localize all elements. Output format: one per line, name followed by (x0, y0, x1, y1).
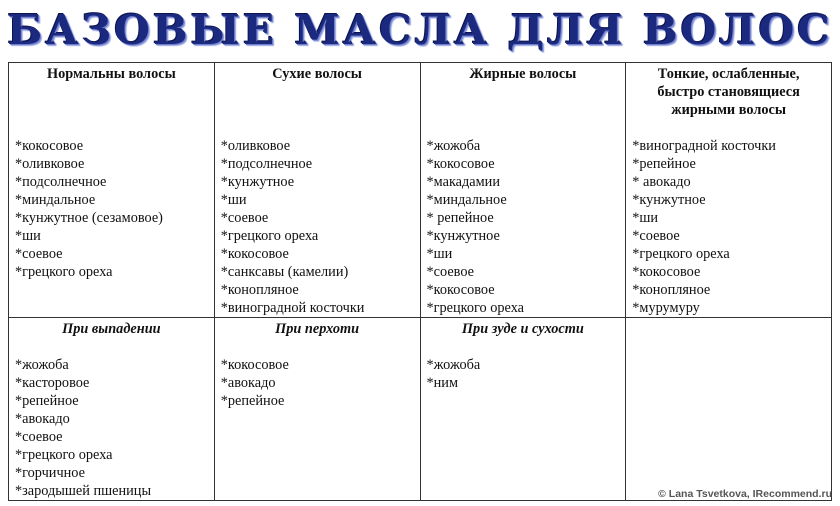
column-header (9, 63, 214, 137)
list-item: *конопляное (220, 282, 299, 298)
list-item: *виноградной косточки (220, 300, 365, 316)
cell-dandruff (214, 318, 420, 501)
list-item: *подсолнечное (220, 156, 313, 172)
page-title: БАЗОВЫЕ МАСЛА ДЛЯ ВОЛОС (7, 6, 833, 54)
list-item: *зародышей пшеницы (15, 483, 152, 499)
list-item: *касторовое (15, 375, 90, 391)
list-item: *соевое (15, 246, 63, 262)
header-line: При выпадении (62, 321, 161, 337)
list-item: *кунжутное (220, 174, 295, 190)
list-item: *кунжутное (426, 228, 500, 244)
list-item: *жожоба (426, 138, 481, 154)
list-item: *авокадо (220, 375, 276, 391)
list-item: *миндальное (15, 192, 96, 208)
header-line: При перхоти (275, 321, 360, 337)
list-item: *жожоба (15, 357, 69, 373)
table-row (9, 318, 832, 501)
oils-table (8, 62, 832, 501)
column-header (421, 318, 626, 356)
cell-oily-hair (420, 63, 626, 318)
header-line: Нормальны волосы (47, 66, 176, 82)
list-item: *подсолнечное (15, 174, 107, 190)
list-item: *соевое (220, 210, 269, 226)
list-item: *кокосовое (632, 264, 701, 280)
list-item: * авокадо (632, 174, 691, 190)
list-item: *кунжутное (632, 192, 706, 208)
cell-hair-loss (9, 318, 215, 501)
list-item: *репейное (632, 156, 696, 172)
list-item: *кокосовое (426, 156, 495, 172)
list-item: *санксавы (камелии) (220, 264, 349, 280)
header-line: Тонкие, ослабленные, (657, 66, 800, 82)
list-item: *грецкого ореха (632, 246, 730, 262)
list-item: *ши (632, 210, 659, 226)
column-header (9, 318, 214, 356)
list-item: *оливковое (15, 156, 85, 172)
list-item: *мурумуру (632, 300, 700, 316)
header-line: быстро становящиеся (657, 84, 800, 100)
list-item: *репейное (15, 393, 79, 409)
cell-itching (420, 318, 626, 501)
list-item: *соевое (426, 264, 474, 280)
list-item: *кокосовое (15, 138, 84, 154)
list-item: *грецкого ореха (220, 228, 319, 244)
column-header (215, 318, 420, 356)
column-header (421, 63, 626, 137)
list-item: *ши (426, 246, 453, 262)
list-item: *жожоба (426, 357, 481, 373)
list-item: *виноградной косточки (632, 138, 776, 154)
list-item: *кунжутное (сезамовое) (15, 210, 163, 226)
list-item: *ши (220, 192, 247, 208)
cell-thin-hair (626, 63, 832, 318)
header-line: Сухие волосы (272, 66, 362, 82)
list-item: *соевое (15, 429, 63, 445)
header-line: При зуде и сухости (461, 321, 584, 337)
column-header (626, 63, 831, 137)
list-item: *репейное (220, 393, 285, 409)
cell-dry-hair (214, 63, 420, 318)
list-item: *конопляное (632, 282, 711, 298)
list-item: *грецкого ореха (15, 264, 113, 280)
list-item: *горчичное (15, 465, 85, 481)
list-item: *грецкого ореха (426, 300, 525, 316)
column-header (215, 63, 420, 137)
list-item: *грецкого ореха (15, 447, 113, 463)
list-item: *кокосовое (426, 282, 495, 298)
list-item: *ши (15, 228, 41, 244)
oil-list (9, 137, 214, 281)
header-line: жирными волосы (671, 102, 787, 118)
oil-list (215, 137, 420, 317)
oil-list (421, 137, 626, 317)
list-item: *авокадо (15, 411, 70, 427)
list-item: *кокосовое (220, 246, 289, 262)
oil-list (421, 356, 626, 392)
list-item: *миндальное (426, 192, 507, 208)
oil-list (215, 356, 420, 410)
oil-list (9, 356, 214, 500)
list-item: *ним (426, 375, 458, 391)
cell-normal-hair (9, 63, 215, 318)
cell-empty (626, 318, 832, 501)
list-item: *оливковое (220, 138, 291, 154)
header-line: Жирные волосы (469, 66, 577, 82)
table-row (9, 63, 832, 318)
list-item: * репейное (426, 210, 494, 226)
copyright-text: © Lana Tsvetkova, IRecommend.ru (658, 488, 832, 500)
oil-list (626, 137, 831, 317)
list-item: *соевое (632, 228, 680, 244)
list-item: *кокосовое (220, 357, 289, 373)
list-item: *макадамии (426, 174, 500, 190)
